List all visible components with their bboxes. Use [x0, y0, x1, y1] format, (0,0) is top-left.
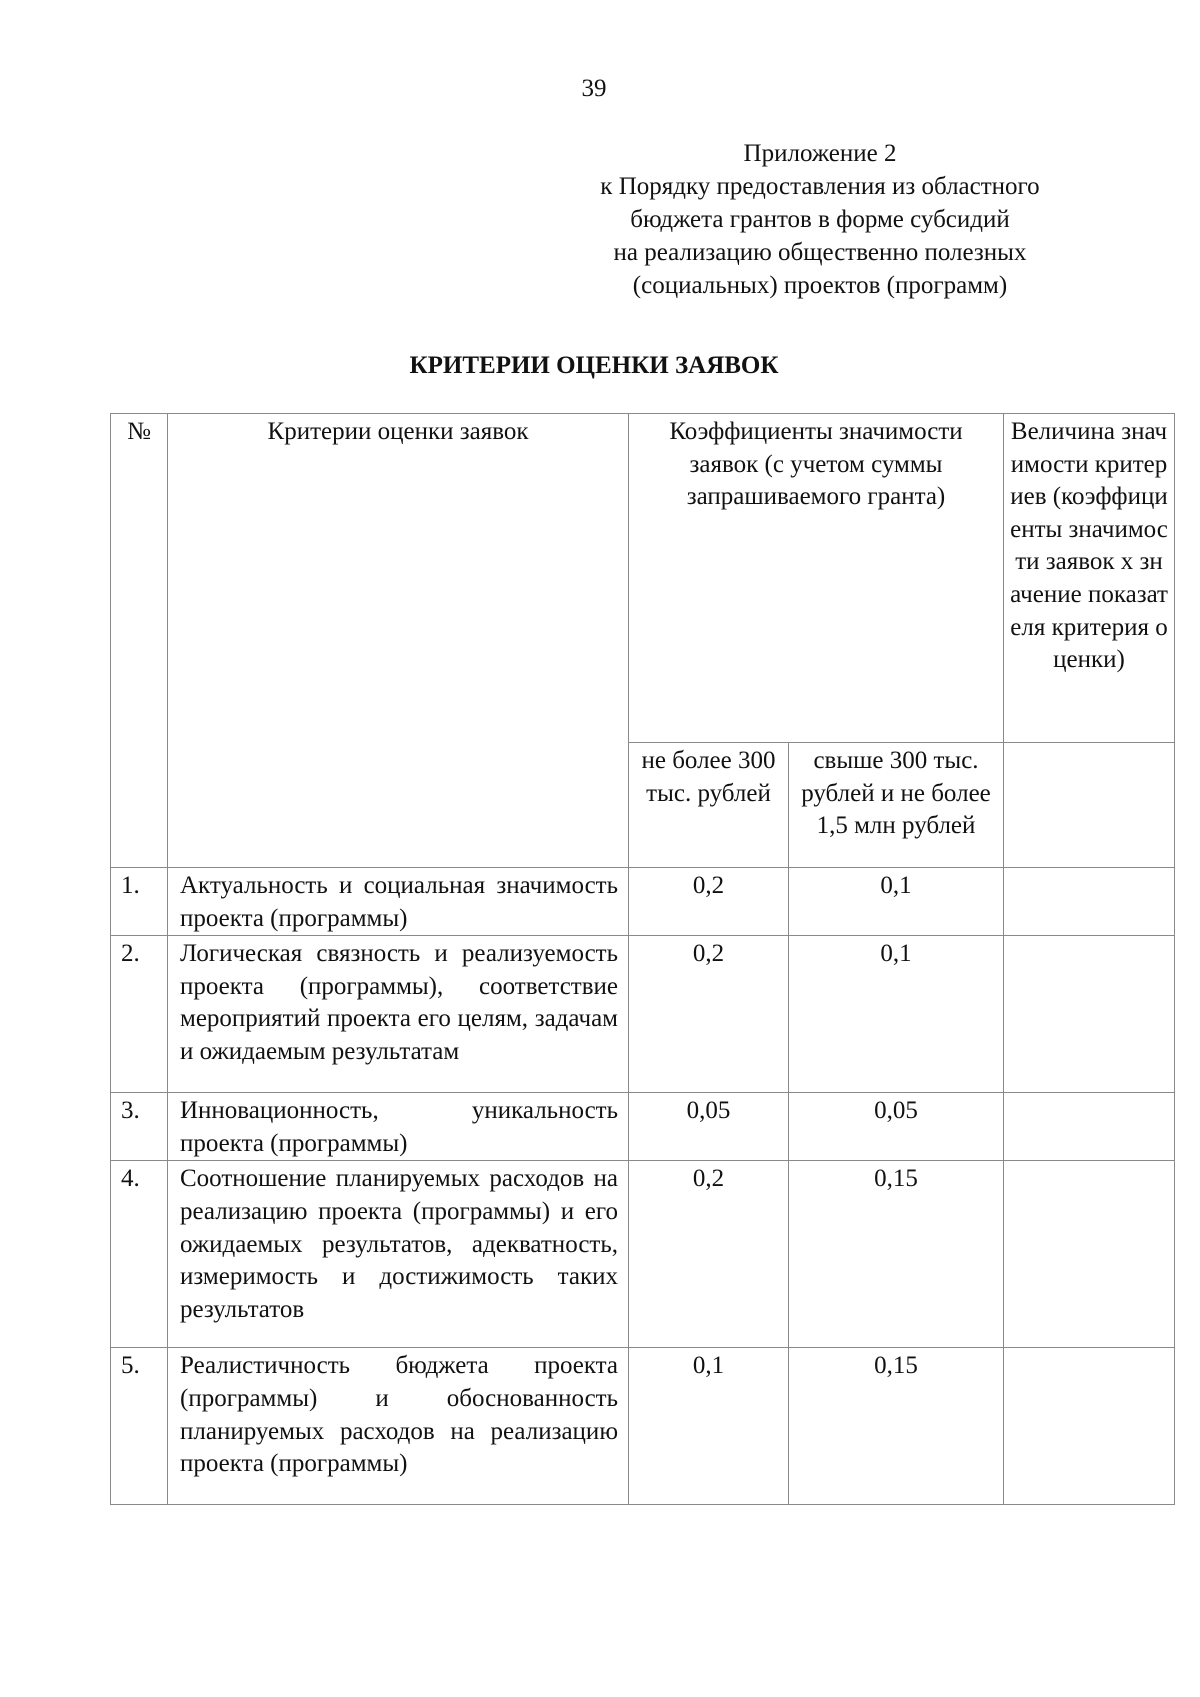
row-high-value: 0,1 [789, 868, 1004, 936]
row-high-value: 0,15 [789, 1161, 1004, 1348]
row-magnitude [1004, 1161, 1175, 1348]
row-criterion: Логическая связность и реализуемость проекта (программы), соответствие мероприятий проекта его целям, задачам и ожидаемым результатам [168, 936, 629, 1093]
table-row [111, 868, 1175, 936]
row-criterion: Инновационность, уникальность проекта (программы) [168, 1093, 629, 1161]
table-row [111, 936, 1175, 1093]
row-num: 3. [111, 1093, 168, 1161]
row-criterion: Актуальность и социальная значимость проекта (программы) [168, 868, 629, 936]
table-row [111, 1161, 1175, 1348]
appendix-line: Приложение 2 [743, 140, 897, 167]
appendix-line: к Порядку предоставления из областного [600, 173, 1040, 200]
row-criterion: Соотношение планируемых расходов на реализацию проекта (программы) и его ожидаемых результатов, адекватность, измеримость и достижимость таких результатов [168, 1161, 629, 1348]
page-number: 39 [581, 75, 607, 102]
header-high-amount: свыше 300 тыс. рублей и не более 1,5 млн рублей [789, 743, 1004, 868]
row-low-value: 0,05 [629, 1093, 789, 1161]
appendix-line: бюджета грантов в форме субсидий [630, 206, 1010, 233]
row-magnitude [1004, 1093, 1175, 1161]
table-row [111, 1093, 1175, 1161]
row-num: 1. [111, 868, 168, 936]
appendix-line: на реализацию общественно полезных [613, 239, 1027, 266]
header-num: № [111, 414, 168, 868]
row-low-value: 0,2 [629, 868, 789, 936]
appendix-line: (социальных) проектов (программ) [632, 272, 1008, 299]
row-low-value: 0,2 [629, 1161, 789, 1348]
header-coefficients: Коэффициенты значимости заявок (с учетом суммы запрашиваемого гранта) [629, 414, 1004, 743]
row-low-value: 0,1 [629, 1348, 789, 1505]
row-magnitude [1004, 868, 1175, 936]
document-title: КРИТЕРИИ ОЦЕНКИ ЗАЯВОК [409, 352, 779, 379]
appendix-header [540, 137, 1100, 302]
criteria-table [110, 413, 1175, 1505]
row-num: 4. [111, 1161, 168, 1348]
row-high-value: 0,15 [789, 1348, 1004, 1505]
row-magnitude [1004, 1348, 1175, 1505]
header-empty-cell [1004, 743, 1175, 868]
row-criterion: Реалистичность бюджета проекта (программы) и обоснованность планируемых расходов на реализацию проекта (программы) [168, 1348, 629, 1505]
row-high-value: 0,05 [789, 1093, 1004, 1161]
table-header-row [111, 414, 1175, 743]
header-magnitude: Величина значимости критериев (коэффициенты значимости заявок х значение показателя критерия оценки) [1004, 414, 1175, 743]
row-num: 5. [111, 1348, 168, 1505]
table-row [111, 1348, 1175, 1505]
row-high-value: 0,1 [789, 936, 1004, 1093]
row-magnitude [1004, 936, 1175, 1093]
row-num: 2. [111, 936, 168, 1093]
row-low-value: 0,2 [629, 936, 789, 1093]
header-low-amount: не более 300 тыс. рублей [629, 743, 789, 868]
header-criteria: Критерии оценки заявок [168, 414, 629, 868]
